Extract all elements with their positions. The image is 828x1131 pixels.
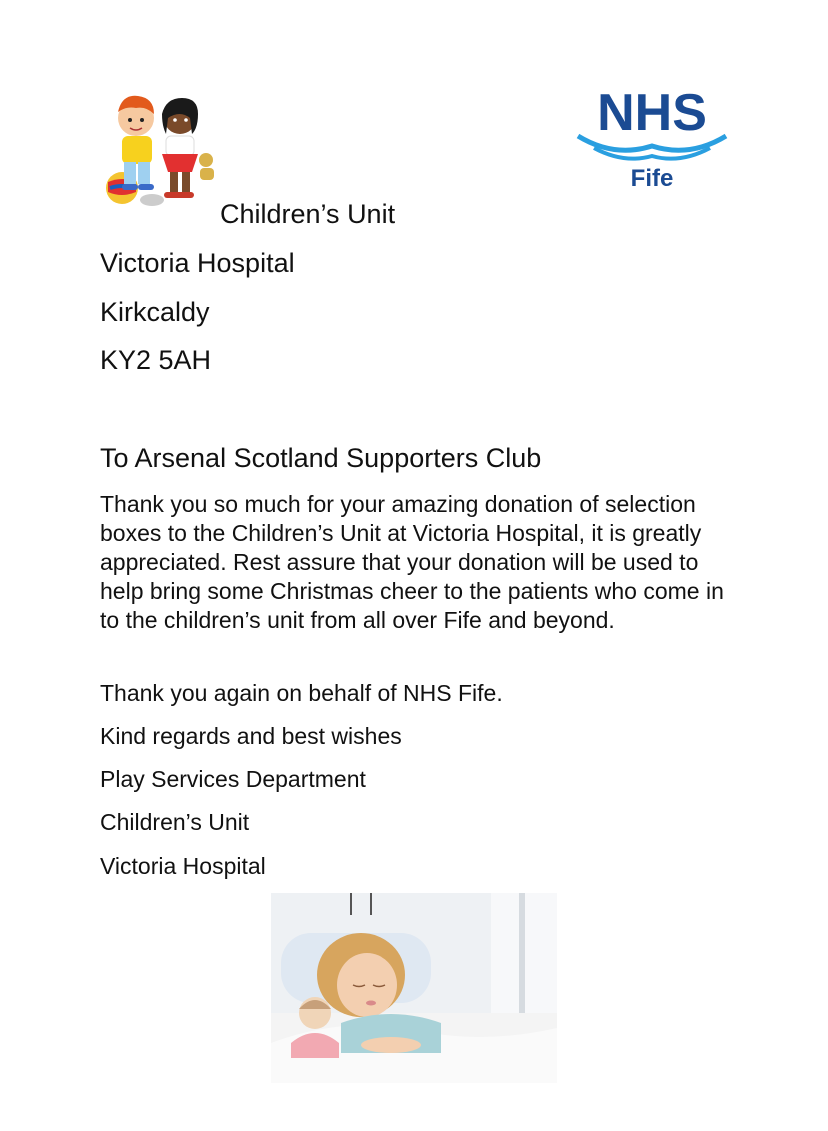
letter-thanks: Thank you again on behalf of NHS Fife.	[100, 680, 503, 706]
address-town: Kirkcaldy	[100, 297, 210, 327]
letter-body: Thank you so much for your amazing donation of selection boxes to the Children’s Unit at Victoria Hospital, it is greatly appreciated. Rest assure that your donation will be used to help bring some Christmas cheer to the patients who come in to the children’s unit from all over Fife and beyond.	[100, 491, 724, 633]
address-hospital: Victoria Hospital	[100, 248, 295, 278]
children-cartoon-icon	[102, 88, 220, 210]
address-unit: Children’s Unit	[220, 199, 396, 229]
letter-closing: Kind regards and best wishes	[100, 723, 402, 749]
nhs-fife-logo	[574, 84, 730, 194]
signature-hospital: Victoria Hospital	[100, 853, 266, 879]
signature-unit: Children’s Unit	[100, 809, 250, 835]
nhs-logo-text: NHS	[597, 84, 707, 142]
sleeping-child-photo	[271, 893, 557, 1083]
address-postcode: KY2 5AH	[100, 345, 212, 375]
fife-logo-text: Fife	[630, 165, 674, 192]
letter-salutation: To Arsenal Scotland Supporters Club	[100, 443, 542, 473]
signature-department: Play Services Department	[100, 766, 366, 792]
